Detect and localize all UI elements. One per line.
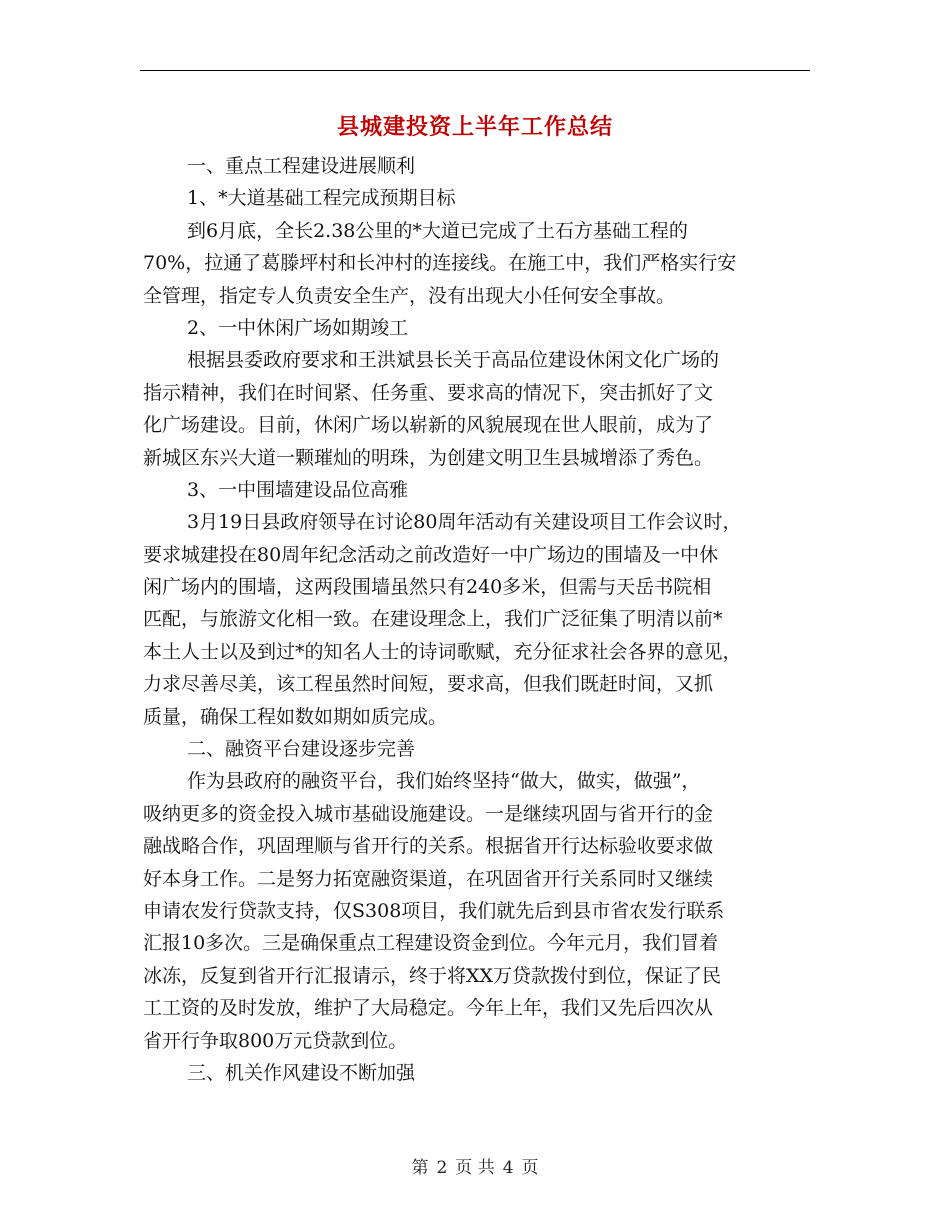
document-body bbox=[143, 150, 811, 1089]
page-footer bbox=[0, 1153, 950, 1178]
body-line: 融战略合作，巩固理顺与省开行的关系。根据省开行达标验收要求做 bbox=[143, 835, 714, 858]
body-line: 质量，确保工程如数如期如质完成。 bbox=[143, 705, 448, 728]
body-line: 2、一中休闲广场如期竣工 bbox=[187, 316, 409, 339]
footer-prefix: 第 bbox=[411, 1158, 429, 1178]
footer-current-page: 2 bbox=[436, 1158, 448, 1178]
body-line: 化广场建设。目前，休闲广场以崭新的风貌展现在世人眼前，成为了 bbox=[143, 414, 714, 437]
body-line: 本土人士以及到过*的知名人士的诗词歌赋，充分征求社会各界的意见， bbox=[143, 640, 742, 663]
body-line: 70%，拉通了葛滕坪村和长冲村的连接线。在施工中，我们严格实行安 bbox=[143, 252, 737, 275]
body-line: 到6月底，全长2.38公里的*大道已完成了土石方基础工程的 bbox=[187, 219, 688, 242]
body-line: 作为县政府的融资平台，我们始终坚持“做大，做实，做强”， bbox=[187, 770, 701, 793]
body-line: 汇报10多次。三是确保重点工程建设资金到位。今年元月，我们冒着 bbox=[143, 932, 719, 955]
body-line: 3、一中围墙建设品位高雅 bbox=[187, 478, 409, 501]
document-title: 县城建投资上半年工作总结 bbox=[336, 114, 613, 140]
body-line: 新城区东兴大道一颗璀灿的明珠，为创建文明卫生县城增添了秀色。 bbox=[143, 446, 714, 469]
body-line: 匹配，与旅游文化相一致。在建设理念上，我们广泛征集了明清以前* bbox=[143, 608, 723, 631]
body-line: 二、融资平台建设逐步完善 bbox=[187, 738, 416, 761]
body-line: 要求城建投在80周年纪念活动之前改造好一中广场边的围墙及一中休 bbox=[143, 543, 719, 566]
body-line: 3月19日县政府领导在讨论80周年活动有关建设项目工作会议时， bbox=[187, 511, 742, 534]
body-line: 全管理，指定专人负责安全生产，没有出现大小任何安全事故。 bbox=[143, 284, 676, 307]
body-line: 1、*大道基础工程完成预期目标 bbox=[187, 187, 456, 210]
body-line: 申请农发行贷款支持，仅S308项目，我们就先后到县市省农发行联系 bbox=[143, 899, 725, 922]
body-line: 好本身工作。二是努力拓宽融资渠道，在巩固省开行关系同时又继续 bbox=[143, 867, 714, 890]
body-line: 指示精神，我们在时间紧、任务重、要求高的情况下，突击抓好了文 bbox=[143, 381, 714, 404]
footer-suffix: 页 bbox=[521, 1158, 539, 1178]
body-line: 一、重点工程建设进展顺利 bbox=[187, 155, 416, 177]
body-line: 省开行争取800万元贷款到位。 bbox=[143, 1029, 408, 1052]
footer-total-pages: 4 bbox=[502, 1158, 514, 1178]
body-line: 吸纳更多的资金投入城市基础设施建设。一是继续巩固与省开行的金 bbox=[143, 802, 714, 825]
body-line: 力求尽善尽美，该工程虽然时间短，要求高，但我们既赶时间，又抓 bbox=[143, 673, 714, 696]
body-line: 闲广场内的围墙，这两段围墙虽然只有240多米，但需与天岳书院相 bbox=[143, 576, 712, 599]
header-rule bbox=[140, 70, 810, 71]
body-line: 三、机关作风建设不断加强 bbox=[187, 1061, 416, 1084]
body-line: 冰冻，反复到省开行汇报请示，终于将XX万贷款拨付到位，保证了民 bbox=[143, 964, 722, 987]
footer-middle: 页 共 bbox=[455, 1158, 495, 1178]
body-line: 根据县委政府要求和王洪斌县长关于高品位建设休闲文化广场的 bbox=[187, 349, 720, 372]
body-line: 工工资的及时发放，维护了大局稳定。今年上年，我们又先后四次从 bbox=[143, 997, 714, 1020]
